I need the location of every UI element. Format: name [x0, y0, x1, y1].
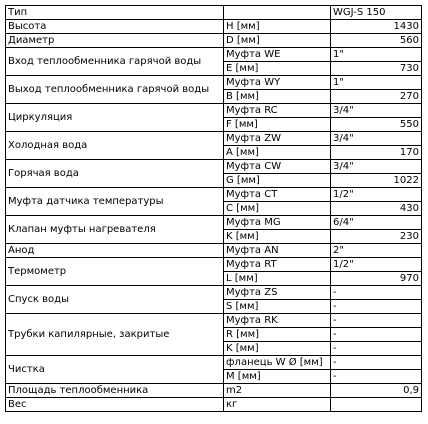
parameter-unit-cell: K [мм] — [224, 230, 331, 244]
parameter-unit-cell: Муфта RT — [224, 258, 331, 272]
parameter-value-cell: 270 — [331, 90, 422, 104]
parameter-name-cell: Площадь теплообменника — [6, 384, 224, 398]
parameter-value-cell: 230 — [331, 230, 422, 244]
parameter-value-cell: 1022 — [331, 174, 422, 188]
parameter-value-cell: - — [331, 328, 422, 342]
table-row — [6, 132, 422, 146]
parameter-value-cell: 1" — [331, 76, 422, 90]
table-row — [6, 104, 422, 118]
parameter-value-cell: 1/2" — [331, 188, 422, 202]
table-row — [6, 258, 422, 272]
table-row — [6, 160, 422, 174]
table-row — [6, 356, 422, 370]
table-row — [6, 216, 422, 230]
parameter-unit-cell: S [мм] — [224, 300, 331, 314]
parameter-value-cell: 6/4" — [331, 216, 422, 230]
parameter-name-cell: Диаметр — [6, 34, 224, 48]
parameter-unit-cell: кг — [224, 398, 331, 412]
parameter-value-cell: 0,9 — [331, 384, 422, 398]
parameter-name-cell: Горячая вода — [6, 160, 224, 188]
parameter-value-cell: 2" — [331, 244, 422, 258]
specification-table-body — [6, 6, 422, 412]
parameter-unit-cell: G [мм] — [224, 174, 331, 188]
parameter-unit-cell: F [мм] — [224, 118, 331, 132]
header-value-cell: WGJ-S 150 — [331, 6, 422, 20]
parameter-unit-cell: фланець W Ø [мм] — [224, 356, 331, 370]
parameter-unit-cell: Муфта RC — [224, 104, 331, 118]
specification-table — [5, 5, 422, 412]
table-row — [6, 244, 422, 258]
parameter-value-cell: 1430 — [331, 20, 422, 34]
parameter-name-cell: Трубки капилярные, закритые — [6, 314, 224, 356]
parameter-name-cell: Вес — [6, 398, 224, 412]
header-name-cell: Тип — [6, 6, 224, 20]
parameter-name-cell: Термометр — [6, 258, 224, 286]
parameter-name-cell: Вход теплообменника гарячой воды — [6, 48, 224, 76]
table-row — [6, 398, 422, 412]
parameter-unit-cell: A [мм] — [224, 146, 331, 160]
parameter-name-cell: Клапан муфты нагревателя — [6, 216, 224, 244]
parameter-unit-cell: Муфта WE — [224, 48, 331, 62]
parameter-value-cell: 3/4" — [331, 160, 422, 174]
parameter-value-cell: 560 — [331, 34, 422, 48]
table-row — [6, 34, 422, 48]
parameter-name-cell: Спуск воды — [6, 286, 224, 314]
parameter-name-cell: Муфта датчика температуры — [6, 188, 224, 216]
parameter-unit-cell: Муфта CW — [224, 160, 331, 174]
table-header-row — [6, 6, 422, 20]
parameter-value-cell: - — [331, 286, 422, 300]
table-row — [6, 188, 422, 202]
parameter-unit-cell: K [мм] — [224, 342, 331, 356]
parameter-unit-cell: E [мм] — [224, 62, 331, 76]
parameter-unit-cell: B [мм] — [224, 90, 331, 104]
table-row — [6, 286, 422, 300]
parameter-value-cell: 3/4" — [331, 132, 422, 146]
parameter-unit-cell: C [мм] — [224, 202, 331, 216]
parameter-value-cell: 3/4" — [331, 104, 422, 118]
table-row — [6, 314, 422, 328]
parameter-name-cell: Анод — [6, 244, 224, 258]
parameter-unit-cell: M [мм] — [224, 370, 331, 384]
parameter-name-cell: Высота — [6, 20, 224, 34]
parameter-value-cell: - — [331, 314, 422, 328]
parameter-value-cell: - — [331, 356, 422, 370]
parameter-name-cell: Выход теплообменника гарячой воды — [6, 76, 224, 104]
parameter-value-cell — [331, 398, 422, 412]
parameter-value-cell: 1" — [331, 48, 422, 62]
parameter-name-cell: Чистка — [6, 356, 224, 384]
parameter-unit-cell: R [мм] — [224, 328, 331, 342]
spec-table-wrapper — [5, 5, 422, 412]
parameter-value-cell: 970 — [331, 272, 422, 286]
parameter-value-cell: 1/2" — [331, 258, 422, 272]
parameter-value-cell: 430 — [331, 202, 422, 216]
parameter-value-cell: 170 — [331, 146, 422, 160]
table-row — [6, 48, 422, 62]
parameter-unit-cell: Муфта WY — [224, 76, 331, 90]
parameter-name-cell: Циркуляция — [6, 104, 224, 132]
parameter-unit-cell: Муфта MG — [224, 216, 331, 230]
parameter-value-cell: - — [331, 342, 422, 356]
parameter-name-cell: Холодная вода — [6, 132, 224, 160]
header-unit-cell — [224, 6, 331, 20]
parameter-unit-cell: Муфта ZS — [224, 286, 331, 300]
table-row — [6, 76, 422, 90]
parameter-unit-cell: H [мм] — [224, 20, 331, 34]
parameter-unit-cell: Муфта AN — [224, 244, 331, 258]
parameter-unit-cell: Муфта RK — [224, 314, 331, 328]
parameter-value-cell: - — [331, 370, 422, 384]
parameter-unit-cell: D [мм] — [224, 34, 331, 48]
parameter-unit-cell: L [мм] — [224, 272, 331, 286]
parameter-unit-cell: Муфта CT — [224, 188, 331, 202]
parameter-unit-cell: m2 — [224, 384, 331, 398]
parameter-value-cell: 550 — [331, 118, 422, 132]
parameter-unit-cell: Муфта ZW — [224, 132, 331, 146]
table-row — [6, 20, 422, 34]
table-row — [6, 384, 422, 398]
parameter-value-cell: - — [331, 300, 422, 314]
parameter-value-cell: 730 — [331, 62, 422, 76]
